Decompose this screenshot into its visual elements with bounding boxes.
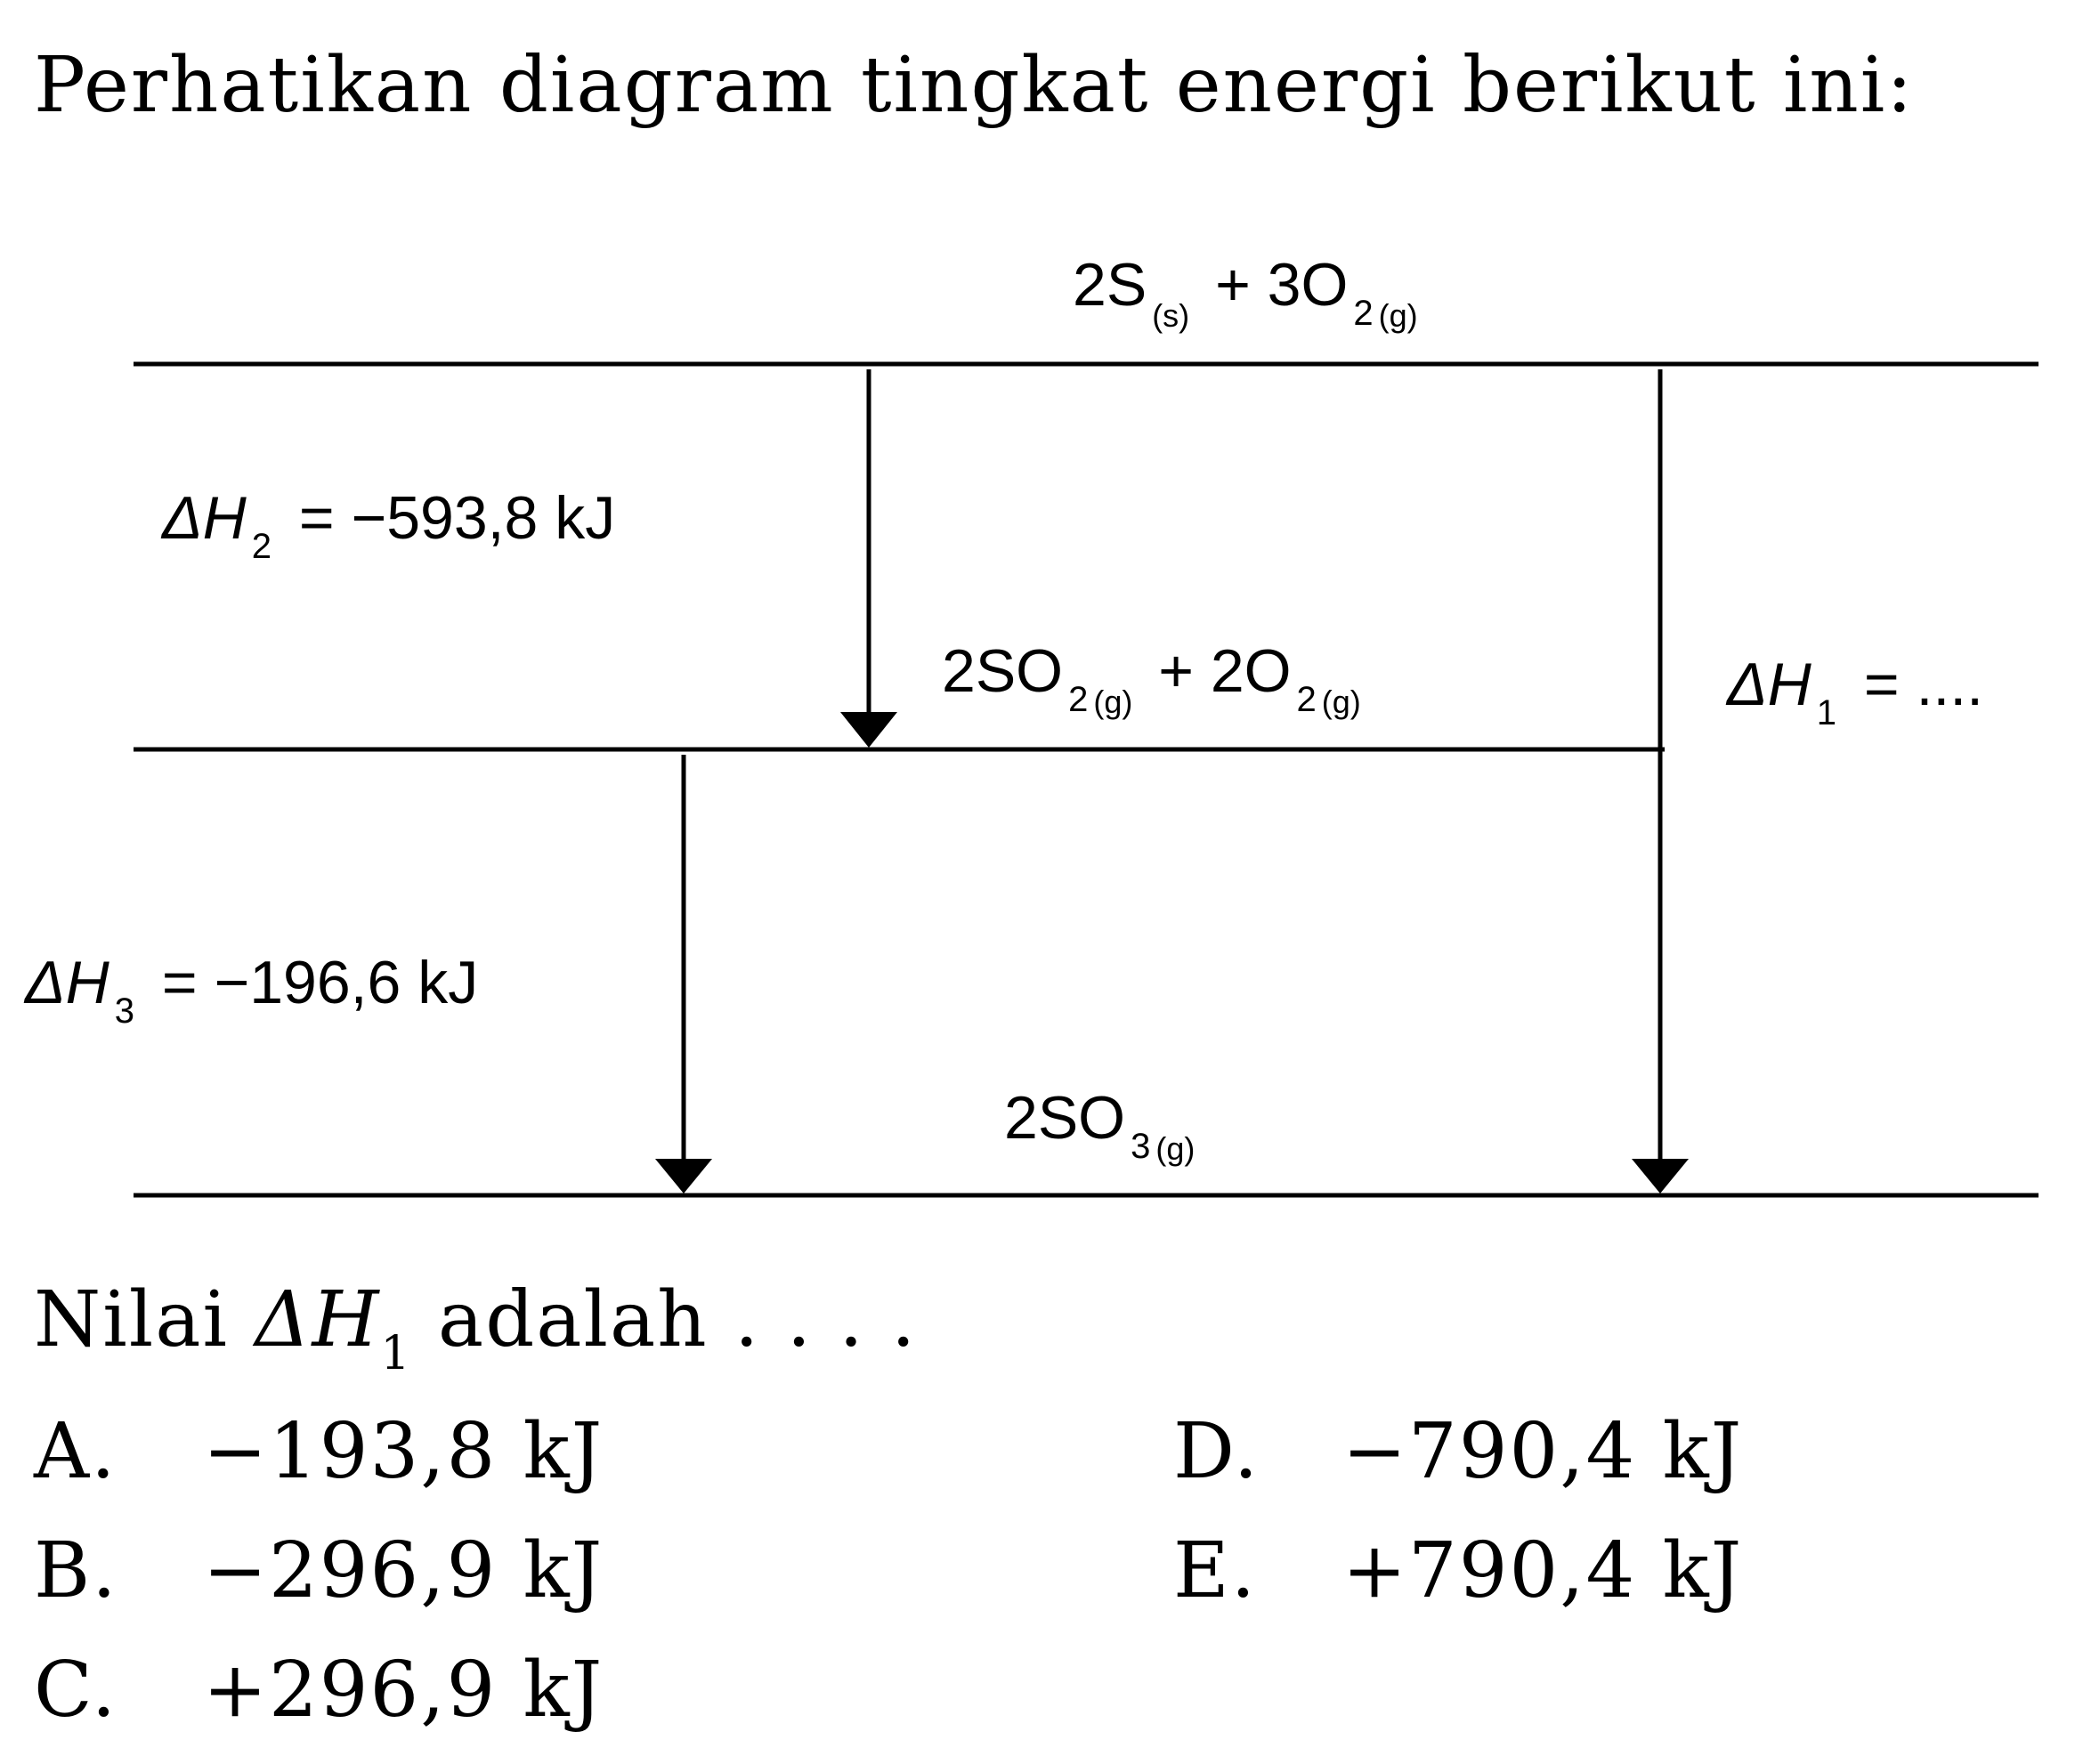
energy-level-middle-label: 2SO $_2$ $_{(g)}$ + 2O $_2$ $_{(g)}$ — [942, 637, 1361, 720]
option-letter: D. — [1173, 1407, 1260, 1496]
question-intro: Perhatikan diagram tingkat energi berikut ini: — [34, 41, 1915, 130]
energy-level-bottom-label: 2SO $_3$ $_{(g)}$ — [1004, 1084, 1196, 1167]
option-value: −296,9 kJ — [203, 1526, 604, 1615]
dh3-arrowhead — [655, 1159, 712, 1194]
option-c[interactable] — [34, 1646, 604, 1735]
option-a[interactable] — [34, 1407, 604, 1496]
option-e[interactable] — [1173, 1526, 1744, 1615]
dh3-label: ΔH $_3$ = −196,6 kJ — [25, 949, 479, 1031]
dh1-arrowhead — [1632, 1159, 1689, 1194]
energy-level-top-label: 2S $_{(s)}$ + 3O $_2$ $_{(g)}$ — [1073, 251, 1418, 334]
option-letter: E. — [1173, 1526, 1258, 1615]
option-value: +790,4 kJ — [1342, 1526, 1744, 1615]
option-letter: B. — [34, 1526, 118, 1615]
option-value: −790,4 kJ — [1342, 1407, 1744, 1496]
dh1-label: ΔH $_1$ = .... — [1727, 651, 1984, 732]
option-d[interactable] — [1173, 1407, 1744, 1496]
option-value: +296,9 kJ — [203, 1646, 604, 1735]
option-letter: A. — [34, 1407, 118, 1496]
question-prompt: Nilai $\Delta H_1$ adalah . . . . — [34, 1275, 918, 1380]
option-b[interactable] — [34, 1526, 604, 1615]
dh2-arrowhead — [840, 712, 897, 748]
dh2-label: ΔH $_2$ = −593,8 kJ — [162, 484, 616, 566]
option-value: −193,8 kJ — [203, 1407, 604, 1496]
option-letter: C. — [34, 1646, 118, 1735]
